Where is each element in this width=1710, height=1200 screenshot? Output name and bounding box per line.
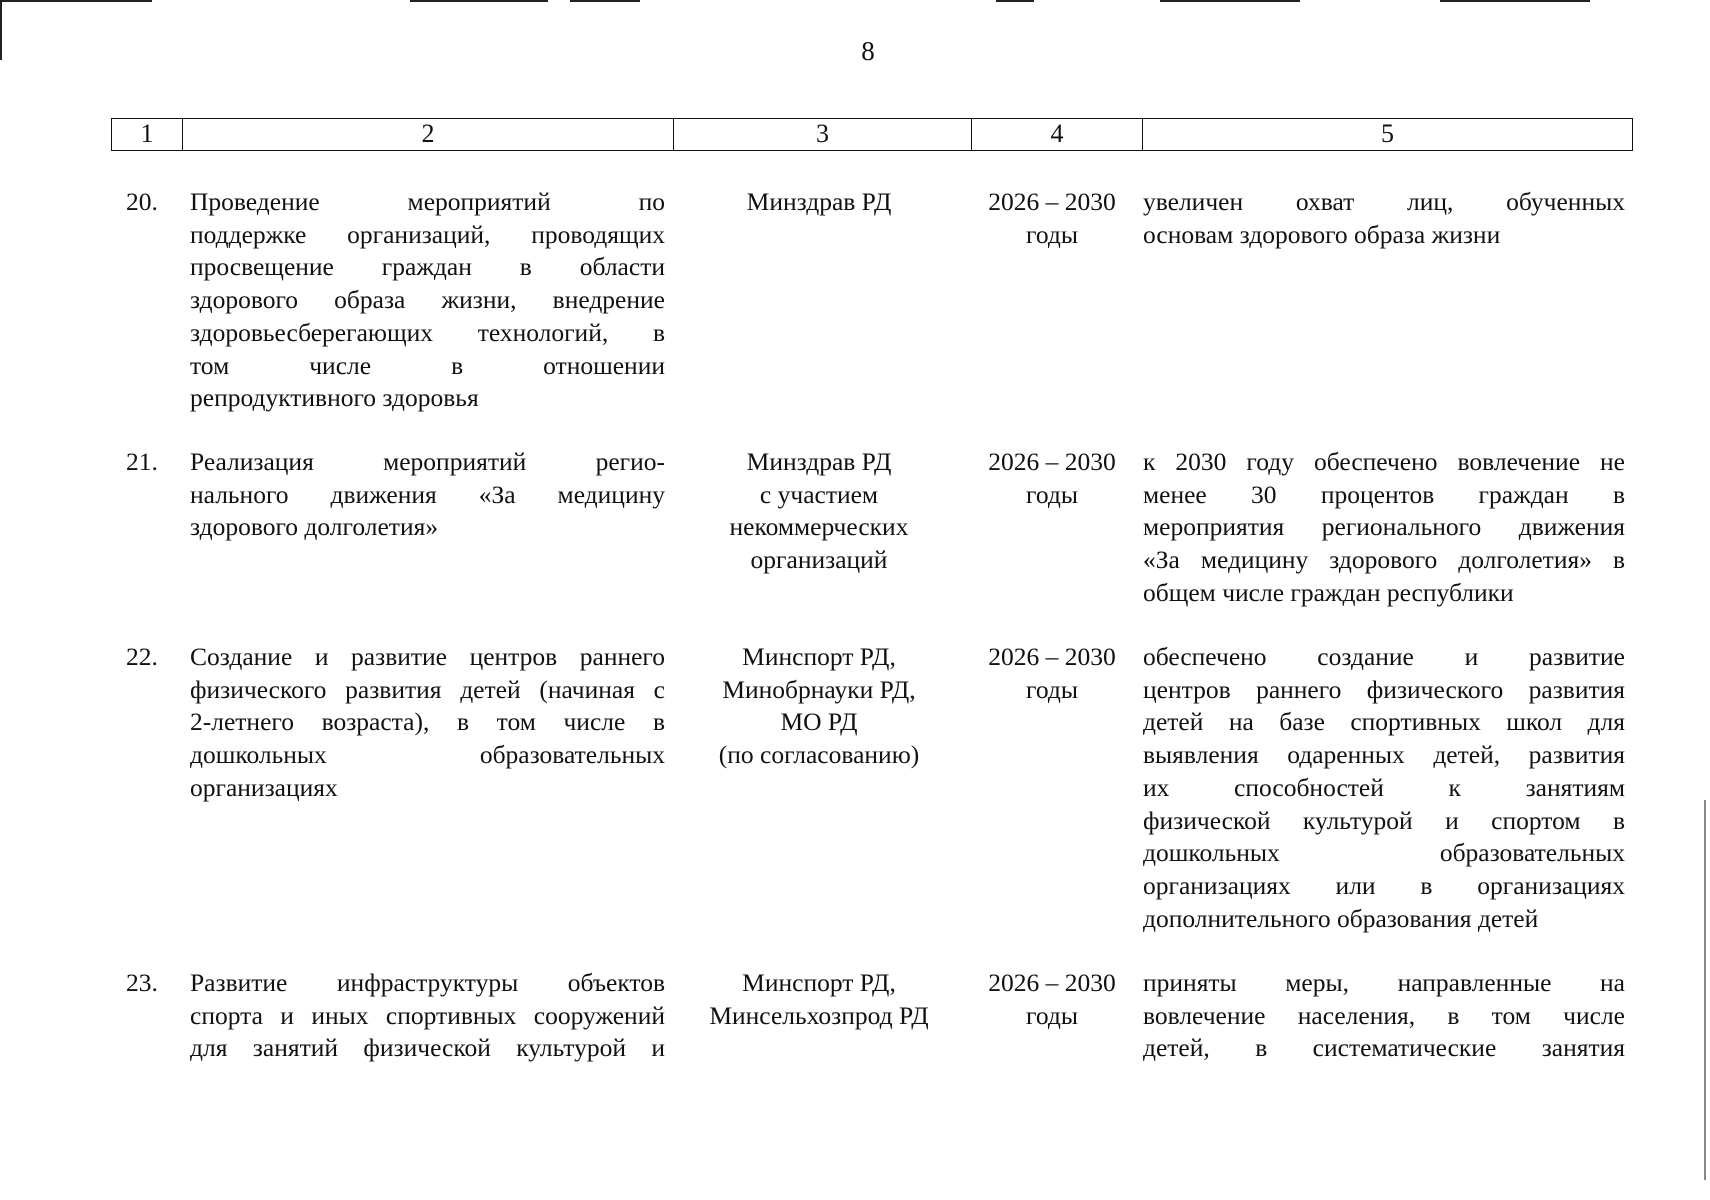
header-col-2: 2 xyxy=(183,119,674,150)
scan-edge-line xyxy=(0,0,152,2)
row-number: 22. xyxy=(126,642,158,671)
scan-edge-line xyxy=(570,0,640,2)
header-col-3: 3 xyxy=(674,119,972,150)
period-cell: 2026 – 2030 годы xyxy=(988,187,1116,249)
executor-cell: Минспорт РД, Минсельхозпрод РД xyxy=(709,968,929,1030)
executor-cell: Минспорт РД, Минобрнауки РД, МО РД (по согласованию) xyxy=(718,642,920,770)
result-cell: обеспечено создание и развитие центров раннего физического развития детей на базе спортивных школ для выявления одаренных детей, развития их способностей к занятиям физической культурой и спортом в дошкольных образовательных организациях или в организациях дополнительного образования детей xyxy=(1143,642,1625,933)
header-col-4: 4 xyxy=(972,119,1143,150)
scan-edge-line xyxy=(1704,800,1706,1180)
period-cell: 2026 – 2030 годы xyxy=(988,968,1116,1030)
row-number: 20. xyxy=(126,187,158,216)
row-number: 23. xyxy=(126,968,158,997)
result-cell: увеличен охват лиц, обученных основам здорового образа жизни xyxy=(1143,187,1625,249)
scan-edge-line xyxy=(996,0,1034,2)
executor-cell: Минздрав РД с участием некоммерческих организаций xyxy=(729,447,909,575)
measure-cell: Создание и развитие центров раннего физического развития детей (начиная с 2-летнего возраста), в том числе в дошкольных образовательных организациях xyxy=(190,642,665,802)
scan-edge-line xyxy=(1160,0,1300,2)
header-col-5: 5 xyxy=(1381,119,1394,148)
header-col-1: 1 xyxy=(112,119,183,150)
executor-cell: Минздрав РД xyxy=(746,187,892,216)
scan-edge-line xyxy=(410,0,548,2)
measure-cell: Проведение мероприятий по поддержке организаций, проводящих просвещение граждан в области здорового образа жизни, внедрение здоровьесберегающих технологий, в том числе в отношении репродуктивного здоровья xyxy=(190,187,665,413)
scan-edge-line xyxy=(1440,0,1590,2)
page-number: 8 xyxy=(861,36,875,66)
period-cell: 2026 – 2030 годы xyxy=(988,447,1116,509)
result-cell: приняты меры, направленные на вовлечение населения, в том числе детей, в систематические занятия xyxy=(1143,968,1625,1063)
measure-cell: Развитие инфраструктуры объектов спорта и иных спортивных сооружений для занятий физической культурой и xyxy=(190,968,665,1063)
period-cell: 2026 – 2030 годы xyxy=(988,642,1116,704)
measure-cell: Реализация мероприятий регио- нального движения «За медицину здорового долголетия» xyxy=(190,447,665,542)
table-header xyxy=(111,118,1633,151)
result-cell: к 2030 году обеспечено вовлечение не менее 30 процентов граждан в мероприятия регионального движения «За медицину здорового долголетия» в общем числе граждан республики xyxy=(1143,447,1625,607)
row-number: 21. xyxy=(126,447,158,476)
